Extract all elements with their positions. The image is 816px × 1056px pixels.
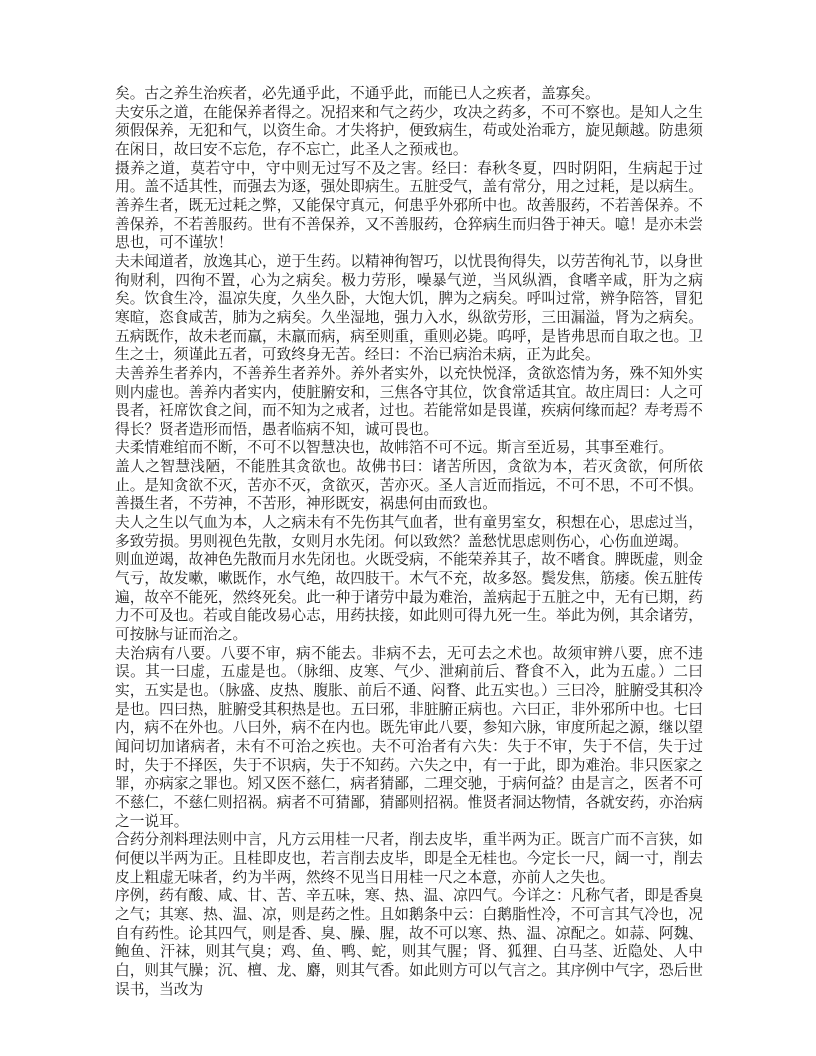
paragraph-2: 夫安乐之道，在能保养者得之。况招来和气之药少，攻决之药多，不可不察也。是知人之生须假保养，无犯和气，以资生命。才失将护，便致病生，苟或处治乖方，旋见颠越。防患须在闲日，故曰安不忘危，存不忘亡，此圣人之预戒也。 xyxy=(115,104,703,158)
paragraph-5: 夫善养生者养内，不善养生者养外。养外者实外，以充快悦泽，贪欲恣情为务，殊不知外实则内虚也。善养内者实内，使脏腑安和，三焦各守其位，饮食常适其宜。故庄周曰：人之可畏者，衽席饮食之间，而不知为之戒者，过也。若能常如是畏谨，疾病何缘而起？寿考焉不得长？贤者造形而悟，愚者临病不知，诚可畏也。 xyxy=(115,365,703,438)
paragraph-3: 摄养之道，莫若守中，守中则无过写不及之害。经曰：春秋冬夏，四时阴阳，生病起于过用。盖不适其性，而强去为逐，强处即病生。五脏受气，盖有常分，用之过耗，是以病生。善养生者，既无过耗之弊，又能保守真元，何患乎外邪所中也。故善服药，不若善保养。不善保养，不若善服药。世有不善保养，又不善服药，仓猝病生而归咎于神天。噫！是亦未尝思也，可不谨欤！ xyxy=(115,160,703,252)
paragraph-12: 序例，药有酸、咸、甘、苦、辛五味，寒、热、温、凉四气。今详之：凡称气者，即是香臭之气；其寒、热、温、凉，则是药之性。且如鹅条中云：白鹅脂性冷，不可言其气冷也，况自有药性。论其四气，则是香、臭、臊、腥，故不可以寒、热、温、凉配之。如蒜、阿魏、鲍鱼、汗袜，则其气臭；鸡、鱼、鸭、蛇，则其气腥；肾、狐狸、白马茎、近隐处、人中白，则其气臊；沉、檀、龙、麝，则其气香。如此则方可以气言之。其序例中气字，恐后世误书，当改为 xyxy=(115,888,703,998)
paragraph-6: 夫柔情难绾而不断，不可不以智慧决也，故帏箔不可不远。斯言至近易，其事至难行。 xyxy=(115,440,674,457)
paragraph-7: 盖人之智慧浅陋，不能胜其贪欲也。故佛书曰：诸苦所因，贪欲为本，若灭贪欲，何所依止。是知贪欲不灭，苦亦不灭，贪欲灭，苦亦灭。圣人言近而指远，不可不思，不可不惧。善摄生者，不劳神，不苦形，神形既安，祸患何由而致也。 xyxy=(115,459,703,513)
paragraph-9: 则血逆竭，故神色先散而月水先闭也。火既受病，不能荣养其子，故不嗜食。脾既虚，则金气亏，故发嗽，嗽既作，水气绝，故四肢干。木气不充，故多怒。鬓发焦，筋痿。俟五脏传遍，故卒不能死，然终死矣。此一种于诸劳中最为难治，盖病起于五脏之中，无有已期，药力不可及也。若或自能改易心志，用药扶接，如此则可得九死一生。举此为例，其余诸劳，可按脉与证而治之。 xyxy=(115,552,703,644)
paragraph-10: 夫治病有八要。八要不审，病不能去。非病不去，无可去之术也。故须审辨八要，庶不违误。其一曰虚，五虚是也。（脉细、皮寒、气少、泄痢前后、瞀食不入，此为五虚。）二曰实，五实是也。（脉盛、皮热、腹胀、前后不通、闷瞀、此五实也。）三曰冷，脏腑受其积冷是也。四曰热，脏腑受其积热是也。五曰邪，非脏腑正病也。六曰正，非外邪所中也。七曰内，病不在外也。八曰外，病不在内也。既先审此八要，参知六脉，审度所起之源，继以望闻问切加诸病者，未有不可治之疾也。夫不可治者有六失：失于不审，失于不信，失于过时，失于不择医，失于不识病，失于不知药。六失之中，有一于此，即为难治。非只医家之罪，亦病家之罪也。矧又医不慈仁，病者猜鄙，二理交驰，于病何益？由是言之，医者不可不慈仁，不慈仁则招祸。病者不可猜鄙，猜鄙则招祸。惟贤者洞达物情，各就安药，亦治病之一说耳。 xyxy=(115,645,703,830)
paragraph-8: 夫人之生以气血为本，人之病未有不先伤其气血者，世有童男室女，积想在心，思虑过当，多致劳损。男则视色先散，女则月水先闭。何以致然？盖愁忧思虑则伤心，心伤血逆竭。 xyxy=(115,515,703,550)
text-block xyxy=(115,85,703,999)
paragraph-4: 夫未闻道者，放逸其心，逆于生药。以精神徇智巧，以忧畏徇得失，以劳苦徇礼节，以身世徇财利，四徇不置，心为之病矣。极力劳形，噪暴气逆，当风纵酒，食嗜辛咸，肝为之病矣。饮食生冷，温凉失度，久坐久卧，大饱大饥，脾为之病矣。呼叫过常，辨争陪答，冒犯寒暄，恣食咸苦，肺为之病矣。久坐湿地，强力入水，纵欲劳形，三田漏溢，肾为之病矣。五病既作，故未老而羸，未羸而病，病至则重，重则必毙。呜呼，是皆弗思而自取之也。卫生之士，须谨此五者，可致终身无苦。经曰：不治已病治未病，正为此矣。 xyxy=(115,253,703,364)
paragraph-1: 矣。古之养生治疾者，必先通乎此，不通乎此，而能已人之疾者，盖寡矣。 xyxy=(115,86,600,102)
paragraph-11: 合药分剂料理法则中言，凡方云用桂一尺者，削去皮毕，重半两为正。既言广而不言狭，如何便以半两为正。且桂即皮也，若言削去皮毕，即是全无桂也。今定长一尺，阔一寸，削去皮上粗虚无味者，约为半两，然终不见当日用桂一尺之本意，亦前人之失也。 xyxy=(115,832,703,886)
